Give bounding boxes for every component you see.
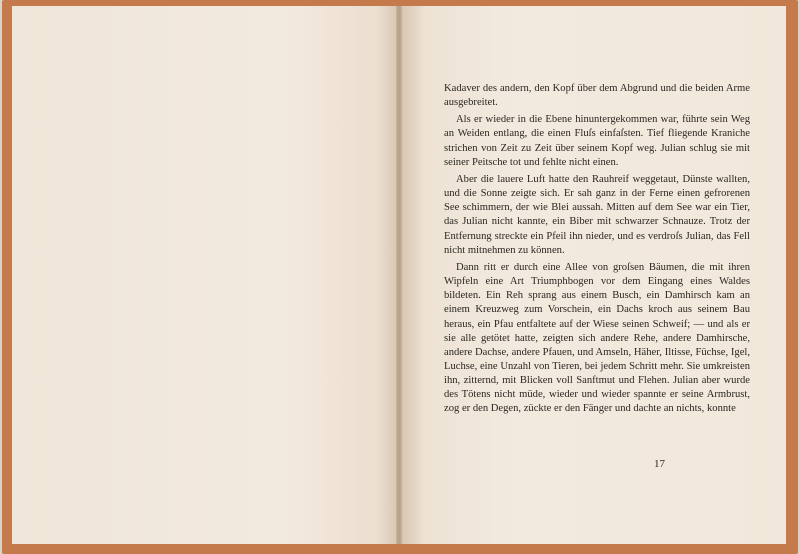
paragraph: Kadaver des andern, den Kopf über dem Abgrund und die beiden Arme ausgebreitet. xyxy=(444,83,750,109)
page-number: 17 xyxy=(654,458,665,470)
left-page-blank xyxy=(12,6,396,544)
right-page xyxy=(402,6,786,544)
paragraph: Dann ritt er durch eine Allee von groſsen Bäumen, die mit ihren Wipfeln eine Art Triumphbogen vor dem Eingang eines Waldes bildeten. Ein Reh sprang aus einem Busch, ein Damhirsch kam an einem Kreuzweg zum Vorschein, ein Dachs kroch aus seinem Bau heraus, ein Pfau entfaltete auf der Wiese seinen Schweif; — und als er sie alle getötet hatte, zeigten sich andere Rehe, andere Damhirsche, andere Dachse, andere Pfauen, und Amseln, Häher, Iltisse, Füchse, Igel, Luchse, eine Unzahl von Tieren, bei jedem Schritt mehr. Sie umkreisten ihn, zitternd, mit Blicken voll Sanftmut und Flehen. Julian aber wurde des Tötens nicht müde, wieder und wieder spannte er seine Armbrust, zog er den Degen, zückte er den Fänger und dachte an nichts, konnte xyxy=(444,261,750,415)
paragraph: Als er wieder in die Ebene hinuntergekommen war, führte sein Weg an Weiden entlang, die einen Fluſs einfaſsten. Tief fliegende Kraniche strichen von Zeit zu Zeit über seinem Kopf weg. Julian schlug sie mit seiner Peitsche tot und fehlte nicht einen. xyxy=(444,114,750,168)
paragraph: Aber die lauere Luft hatte den Rauhreif weggetaut, Dünste wallten, und die Sonne zeigte sich. Er sah ganz in der Ferne einen gefrorenen See schimmern, der wie Blei aussah. Mitten auf dem See war ein Tier, das Julian nicht kannte, ein Biber mit schwarzer Schnauze. Trotz der Entfernung streckte ein Pfeil ihn nieder, und es verdroſs Julian, das Fell nicht mitnehmen zu können. xyxy=(444,173,750,256)
book xyxy=(2,0,798,554)
page-text xyxy=(444,82,750,420)
